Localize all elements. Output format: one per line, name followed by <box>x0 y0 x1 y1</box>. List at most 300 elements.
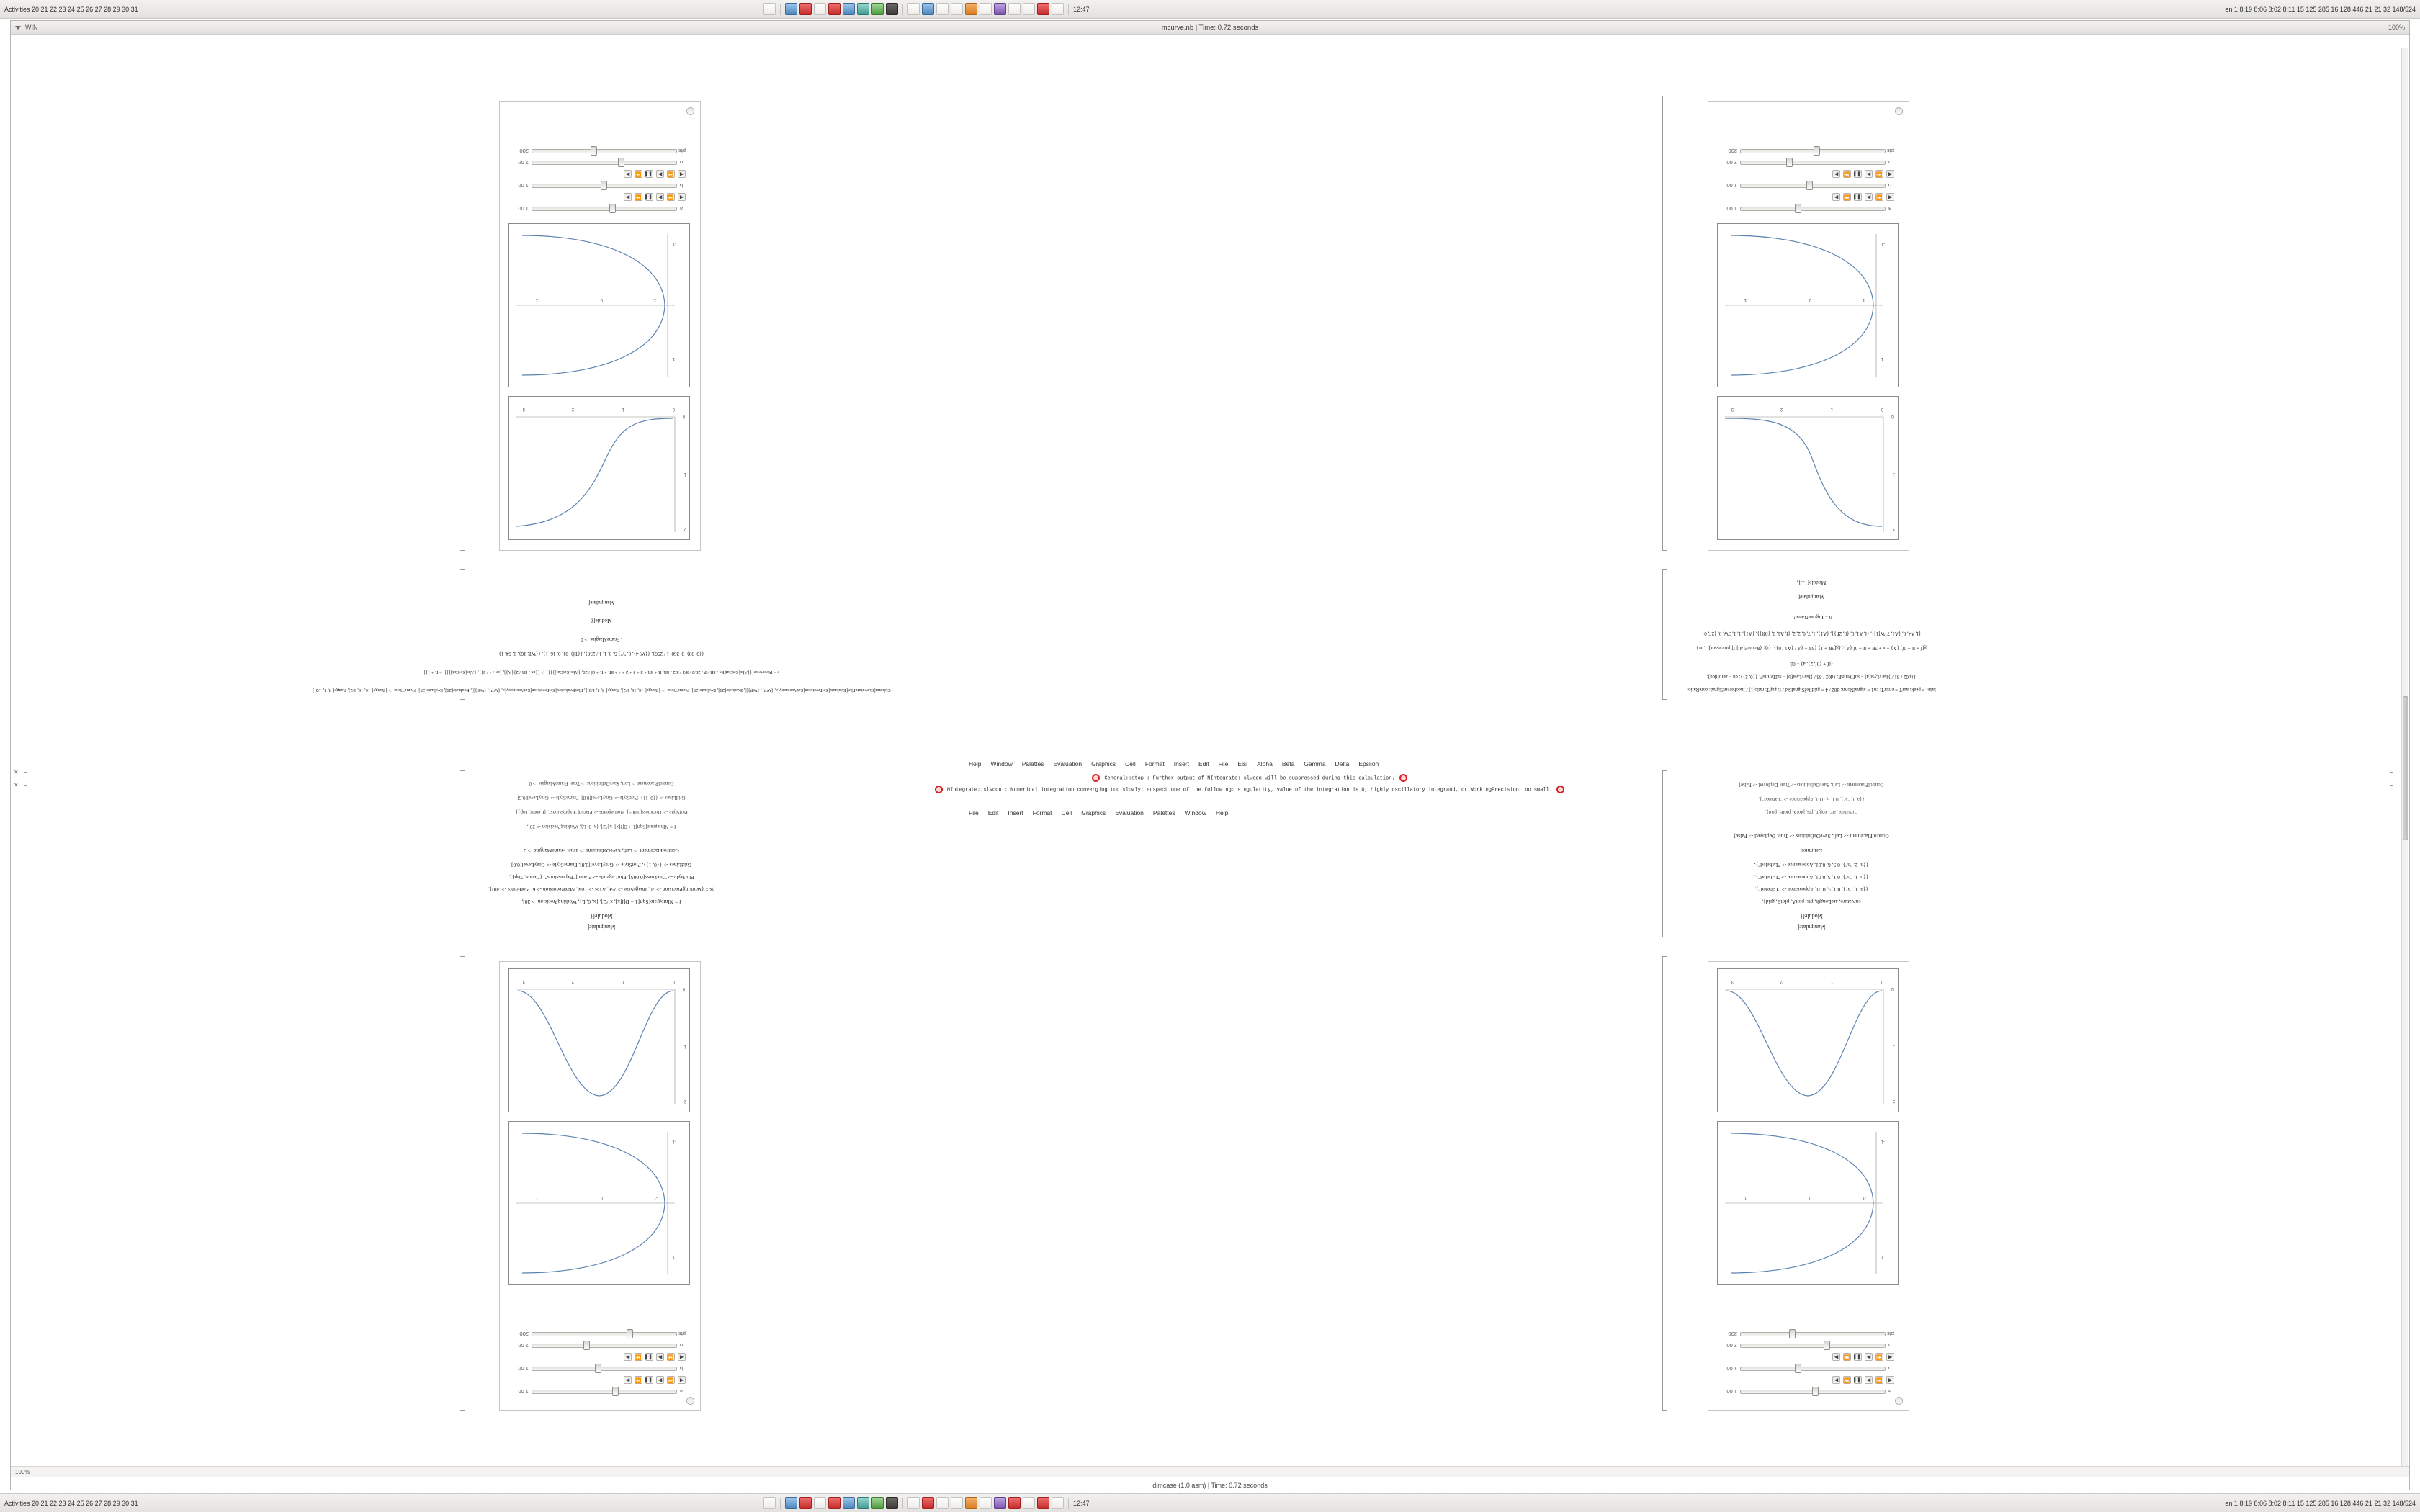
camera-icon[interactable] <box>965 3 977 15</box>
files-icon-b[interactable] <box>763 1497 776 1509</box>
control-row-b3[interactable] <box>508 1363 690 1374</box>
top-panel-right <box>2225 6 2416 13</box>
svg-text:2: 2 <box>1892 526 1895 531</box>
menu-item-window[interactable]: Window <box>1184 809 1206 816</box>
music-icon[interactable] <box>886 3 898 15</box>
svg-text:-1: -1 <box>653 1195 658 1200</box>
forward-icon-a2[interactable]: ⏩ <box>1844 194 1850 200</box>
forward-icon-b[interactable]: ⏩ <box>635 171 642 177</box>
control-row-pts3[interactable] <box>508 1328 690 1340</box>
svg-text:2: 2 <box>1780 979 1783 984</box>
code-line-l7: Delimiter, <box>1800 847 1823 854</box>
control-label-a2: a <box>1888 205 1892 212</box>
menu-item-delta[interactable]: Graphics <box>1091 760 1116 768</box>
camera-icon-b[interactable] <box>965 1497 977 1509</box>
code-icon[interactable] <box>936 3 949 15</box>
svg-text:2: 2 <box>684 526 686 531</box>
step-forward-icon-a4[interactable]: ▶ <box>1832 1377 1840 1385</box>
top-panel-left-text: Activities 20 21 22 23 24 25 26 27 28 29 30 31 <box>4 5 138 13</box>
scrollbar-thumb[interactable] <box>2403 696 2408 840</box>
svg-text:1: 1 <box>672 1254 675 1259</box>
rewind-icon-a2[interactable]: ⏪ <box>1876 194 1883 200</box>
slider-n4[interactable] <box>1740 1344 1886 1348</box>
control-label-b: b <box>680 182 684 189</box>
manipulate-controls-tl[interactable] <box>1717 1292 1899 1398</box>
calc-icon[interactable] <box>871 3 884 15</box>
pause-icon-a3[interactable]: ❚❚ <box>644 1377 653 1383</box>
svg-text:2: 2 <box>1780 407 1783 411</box>
add-control-icon[interactable] <box>686 107 694 115</box>
control-value-b4: 1.00 <box>1726 1365 1737 1372</box>
step-forward-icon-b3[interactable]: ▶ <box>624 1354 632 1362</box>
control-row-n2[interactable] <box>1717 157 1899 168</box>
control-row-b4-buttons[interactable] <box>1717 1351 1899 1363</box>
calc-icon-b[interactable] <box>871 1497 884 1509</box>
archive-icon[interactable] <box>1023 3 1035 15</box>
svg-text:-1: -1 <box>672 241 676 246</box>
control-row-a3-buttons[interactable] <box>508 1374 690 1386</box>
step-back-icon-a3[interactable]: ◀ <box>678 1377 686 1385</box>
slider-thumb-n4[interactable] <box>1824 1341 1830 1350</box>
plot-curve-tr-top <box>509 1122 689 1284</box>
step-forward-icon-b2[interactable]: ▶ <box>1832 171 1840 179</box>
plot-curve-tr-bottom <box>509 969 689 1112</box>
svg-text:0: 0 <box>682 986 685 991</box>
pause-icon-b3[interactable]: ❚❚ <box>644 1354 653 1360</box>
menu-item-elsi[interactable]: Help <box>969 760 982 768</box>
step-forward-icon-a2[interactable]: ▶ <box>1832 194 1840 202</box>
pause-icon-b2[interactable]: ❚❚ <box>1852 171 1861 177</box>
mail-icon[interactable] <box>857 3 869 15</box>
slider-b4[interactable] <box>1740 1367 1886 1371</box>
control-row-n[interactable] <box>508 157 690 168</box>
slider-a4[interactable] <box>1740 1390 1886 1394</box>
pause-icon-a2[interactable]: ❚❚ <box>1852 194 1861 200</box>
tray-divider-b <box>780 1498 781 1509</box>
error-badge-icon-2b[interactable] <box>1556 786 1564 793</box>
menu-item-palettes2[interactable]: Edit <box>1198 760 1209 768</box>
image-icon-b[interactable] <box>843 1497 855 1509</box>
control-row-b2[interactable] <box>1717 180 1899 192</box>
top-panel-right-text: en 1 8:19 8:06 8:02 8:11 15 125 285 16 128 446 21 21 32 148/524 <box>2225 5 2416 13</box>
slider-b2[interactable] <box>1740 184 1886 188</box>
disk-icon-b[interactable] <box>951 1497 963 1509</box>
svg-text:1: 1 <box>1830 407 1833 411</box>
notes-icon-b[interactable] <box>922 1497 934 1509</box>
control-row-n3[interactable] <box>508 1340 690 1351</box>
code-line-r8: f = NIntegrate[Sqrt[1 + D[f[x], x]^2], {x, 0, L}, WorkingPrecision -> 20], <box>526 824 676 829</box>
slider-thumb-a2[interactable] <box>1795 204 1801 213</box>
control-value-pts3: 200 <box>519 1331 529 1338</box>
notebook-menubar-secondary[interactable] <box>969 760 1379 768</box>
code-mid-r3: {{0, 90}, 0, 360, 1 / 256}, {{W, 4}, 0, "/"} 5, 0, 1, 1 / 256}, {{Tf}, 0}, 0, 16, 1}, {{WP, 16}, 0, 64, 1} <box>498 651 704 657</box>
svg-text:3: 3 <box>522 407 525 411</box>
control-row-a4-buttons[interactable] <box>1717 1374 1899 1386</box>
editor-icon[interactable] <box>814 3 826 15</box>
slider-n3[interactable] <box>532 1344 677 1348</box>
forward-icon-b2[interactable]: ⏩ <box>1844 171 1850 177</box>
step-back-icon-a4[interactable]: ◀ <box>1886 1377 1894 1385</box>
code-mid-r1: Column[CurvaturePlot[Evaluate[SetPrecision[SetAccuracy[a, {WP}, {WP}]], Evaluate[20], Evaluate[25], FrameTicks -> {Range[-16, 16, 1/2], Range[-4, 4, 1/2]}, PlotEvaluated[SetPrecision[SetAccuracy[a, {WP}, {WP}]], Evaluate[20], Evaluate[25], FrameTicks -> {Range[-16, 16, 1/2], Range[-4, 4, 1/2]} <box>312 688 891 693</box>
step-back-icon-a2[interactable]: ◀ <box>1886 194 1894 202</box>
cell-bracket-4[interactable] <box>460 569 465 700</box>
menu-item-insert[interactable]: Insert <box>1008 809 1023 816</box>
svg-text:1: 1 <box>1892 472 1895 476</box>
menu-item-format[interactable]: Format <box>1032 809 1052 816</box>
slider-thumb-n3[interactable] <box>583 1341 590 1350</box>
add-control-icon-2[interactable] <box>1895 107 1903 115</box>
slider-thumb-pts[interactable] <box>591 146 597 156</box>
disk-icon[interactable] <box>951 3 963 15</box>
help-icon[interactable] <box>1052 3 1064 15</box>
code-icon-b[interactable] <box>936 1497 949 1509</box>
notebook-menubar[interactable] <box>969 809 1228 816</box>
code-mid-l6: 0 = IngrateName! . <box>1791 614 1832 621</box>
control-row-pts2[interactable] <box>1717 145 1899 157</box>
notebook-window[interactable] <box>10 20 2410 1490</box>
add-control-icon-4[interactable] <box>1895 1397 1903 1405</box>
left-edge-mark-2[interactable]: ✕ <box>14 782 19 788</box>
files-icon[interactable] <box>763 3 776 15</box>
bottom-panel-clock: 12:47 <box>1073 1499 1090 1507</box>
svg-text:-1: -1 <box>1881 241 1885 246</box>
control-row-a-buttons[interactable] <box>508 192 690 203</box>
menu-item-evaluation[interactable]: Evaluation <box>1115 809 1144 816</box>
video-icon[interactable] <box>994 3 1006 15</box>
menu-item-alpha[interactable]: Window <box>990 760 1013 768</box>
forward-icon-b3[interactable]: ⏩ <box>635 1354 642 1360</box>
terminal-icon[interactable] <box>785 3 797 15</box>
help-icon-b[interactable] <box>1052 1497 1064 1509</box>
svg-text:-1: -1 <box>653 297 658 302</box>
settings-icon[interactable] <box>1037 3 1049 15</box>
browser-icon-b[interactable] <box>828 1497 841 1509</box>
chat-icon[interactable] <box>908 3 920 15</box>
paint-icon-b[interactable] <box>980 1497 992 1509</box>
paint-icon[interactable] <box>980 3 992 15</box>
svg-text:0: 0 <box>672 979 675 984</box>
slider-thumb-b3[interactable] <box>595 1364 601 1373</box>
menu-item-cell2[interactable]: Alpha <box>1257 760 1273 768</box>
manipulate-controls-br[interactable] <box>508 109 690 215</box>
bottom-panel-right-text: en 1 8:19 8:06 8:02 8:11 15 125 285 16 128 446 21 21 32 148/524 <box>2225 1499 2416 1507</box>
control-label-pts2: pts <box>1886 148 1894 155</box>
control-row-b[interactable] <box>508 180 690 192</box>
control-row-a4[interactable] <box>1717 1386 1899 1398</box>
plot-frame-br-top <box>508 396 690 540</box>
pause-icon-a4[interactable]: ❚❚ <box>1852 1377 1861 1383</box>
step-forward-icon[interactable]: ▶ <box>624 194 632 202</box>
archive-icon-b[interactable] <box>1023 1497 1035 1509</box>
svg-text:0: 0 <box>1809 297 1811 302</box>
svg-text:1: 1 <box>1892 1044 1895 1048</box>
control-value-n: 2.00 <box>518 159 529 166</box>
step-forward-icon-b[interactable]: ▶ <box>624 171 632 179</box>
play-icon-b[interactable]: ▶ <box>656 171 664 179</box>
cell-bracket-1[interactable] <box>1662 770 1667 937</box>
control-row-pts[interactable] <box>508 145 690 157</box>
cell-bracket-6[interactable] <box>460 956 465 1411</box>
slider-thumb-b2[interactable] <box>1806 181 1813 190</box>
svg-text:1: 1 <box>1881 356 1883 361</box>
rewind-icon-a4[interactable]: ⏪ <box>1876 1377 1883 1383</box>
top-panel-left <box>0 6 138 13</box>
terminal-icon-b[interactable] <box>785 1497 797 1509</box>
control-row-b4[interactable] <box>1717 1363 1899 1374</box>
forward-icon-b4[interactable]: ⏩ <box>1844 1354 1850 1360</box>
right-edge-mark-2[interactable]: ⌐ <box>2390 782 2393 788</box>
play-icon-a3[interactable]: ▶ <box>656 1377 664 1385</box>
control-label-a3: a <box>680 1388 684 1395</box>
browser-icon[interactable] <box>828 3 841 15</box>
window-left-label: WIN <box>25 24 38 31</box>
menu-item-file2[interactable]: Epsilon <box>1358 760 1379 768</box>
code-line-l10: {{a, 1, "a"}, 0.1, 5, 0.01, Appearance -> "Labeled"}, <box>1758 796 1865 802</box>
settings-icon-b[interactable] <box>1037 1497 1049 1509</box>
notebook-statusbar <box>11 1466 2409 1477</box>
control-value-pts2: 200 <box>1728 148 1737 155</box>
control-row-a[interactable] <box>508 203 690 215</box>
svg-text:0: 0 <box>1891 986 1894 991</box>
slider-thumb-n[interactable] <box>618 158 624 167</box>
control-value-pts4: 200 <box>1728 1331 1737 1338</box>
svg-text:1: 1 <box>535 1195 538 1200</box>
recorder-icon[interactable] <box>799 3 812 15</box>
menu-item-palettes[interactable]: Palettes <box>1152 809 1175 816</box>
manipulate-controls-bl[interactable] <box>1717 109 1899 215</box>
slider-thumb-a4[interactable] <box>1812 1387 1819 1396</box>
slider-thumb-b[interactable] <box>601 181 607 190</box>
menu-item-help[interactable]: Help <box>1215 809 1229 816</box>
pause-icon-b4[interactable]: ❚❚ <box>1852 1354 1861 1360</box>
control-row-a2[interactable] <box>1717 203 1899 215</box>
control-value-n2: 2.00 <box>1726 159 1737 166</box>
svg-text:1: 1 <box>672 356 675 361</box>
rewind-icon[interactable]: ⏪ <box>668 194 674 200</box>
menu-item-gamma[interactable]: Evaluation <box>1053 760 1083 768</box>
tray-divider <box>780 4 781 15</box>
menu-item-evaluation2[interactable]: File <box>1218 760 1229 768</box>
slider-thumb-n2[interactable] <box>1786 158 1793 167</box>
video-icon-b[interactable] <box>994 1497 1006 1509</box>
play-icon-a4[interactable]: ▶ <box>1865 1377 1873 1385</box>
menu-item-graphics[interactable]: Graphics <box>1081 809 1106 816</box>
left-edge-mark-3[interactable]: ⌐ <box>24 769 27 775</box>
slider-thumb-pts2[interactable] <box>1814 146 1820 156</box>
rewind-icon-a3[interactable]: ⏪ <box>668 1377 674 1383</box>
slider-thumb-a3[interactable] <box>612 1387 619 1396</box>
vertical-scrollbar[interactable] <box>2401 48 2408 1477</box>
pause-icon[interactable]: ❚❚ <box>644 194 653 200</box>
code-line-r4: ps = {WorkingPrecision -> 20, ImageSize -> 256, Axes -> True, MaxRecursion -> 6, PlotPoints -> 200}, <box>488 886 715 893</box>
control-label-b3: b <box>680 1365 684 1372</box>
plot-frame-tr-bottom <box>508 968 690 1112</box>
notebook-titlebar[interactable] <box>11 21 2409 35</box>
recorder-icon-b[interactable] <box>799 1497 812 1509</box>
plot-frame-tl-bottom <box>1717 968 1899 1112</box>
svg-text:1: 1 <box>535 297 538 302</box>
bottom-panel-tray[interactable] <box>763 1497 1090 1509</box>
plot-frame-bl-bottom <box>1717 223 1899 387</box>
titlebar-right <box>2388 24 2405 31</box>
menu-item-edit[interactable]: Edit <box>987 809 999 816</box>
bottom-desktop-panel <box>0 1493 2420 1512</box>
svg-text:-1: -1 <box>672 1139 676 1143</box>
menu-item-insert2[interactable]: Gamma <box>1304 760 1326 768</box>
rewind-icon-b[interactable]: ⏪ <box>668 171 674 177</box>
pdf-icon-b[interactable] <box>1008 1497 1021 1509</box>
menu-item-epsilon[interactable]: Cell <box>1125 760 1136 768</box>
slider-b[interactable] <box>532 184 677 188</box>
play-icon[interactable]: ▶ <box>656 194 664 202</box>
control-row-n4[interactable] <box>1717 1340 1899 1351</box>
slider-pts2[interactable] <box>1740 149 1886 153</box>
cell-bracket-3[interactable] <box>1662 569 1667 700</box>
code-line-r2: Module[{ <box>590 913 613 919</box>
right-edge-mark-1[interactable]: ⌐ <box>2390 769 2393 775</box>
slider-thumb-pts3[interactable] <box>627 1329 633 1338</box>
notes-icon[interactable] <box>922 3 934 15</box>
chevron-down-icon[interactable] <box>15 26 21 30</box>
slider-thumb-b4[interactable] <box>1795 1364 1801 1373</box>
code-line-r9: PlotStyle -> Thickness[0.005], PlotLegends -> Placed["Expressions", {Center, Top}], <box>515 809 688 815</box>
step-back-icon-b4[interactable]: ◀ <box>1886 1354 1894 1362</box>
message-text-2: NIntegrate::slwcon : Numerical integration converging too slowly; suspect one of the following: singularity, value of the integration is 0, highly oscillatory integrand, or WorkingPrecision too small. <box>946 787 1553 793</box>
cell-bracket-8[interactable] <box>460 96 465 551</box>
error-badge-icon-1b[interactable] <box>1399 774 1407 782</box>
plot-curve-tl-bottom <box>1718 969 1898 1112</box>
rewind-icon-b2[interactable]: ⏪ <box>1876 171 1883 177</box>
pause-icon-b[interactable]: ❚❚ <box>644 171 653 177</box>
menu-item-graphics2[interactable]: Elsi <box>1237 760 1248 768</box>
control-row-a2-buttons[interactable] <box>1717 192 1899 203</box>
slider-pts4[interactable] <box>1740 1332 1886 1336</box>
svg-text:0: 0 <box>672 407 675 411</box>
editor-icon-b[interactable] <box>814 1497 826 1509</box>
svg-text:0: 0 <box>1881 407 1883 411</box>
cell-bracket-2[interactable] <box>460 770 465 937</box>
code-line-r5: PlotStyle -> Thickness[0.005], PlotLegends -> Placed["Expressions", {Center, Top}], <box>508 874 694 881</box>
step-back-icon[interactable]: ◀ <box>678 194 686 202</box>
tray-divider-b3 <box>1068 1498 1069 1509</box>
play-icon-b3[interactable]: ▶ <box>656 1354 664 1362</box>
control-row-b3-buttons[interactable] <box>508 1351 690 1363</box>
slider-thumb-pts4[interactable] <box>1789 1329 1796 1338</box>
rewind-icon-b3[interactable]: ⏪ <box>668 1354 674 1360</box>
step-back-icon-b3[interactable]: ◀ <box>678 1354 686 1362</box>
manipulate-controls-tr[interactable] <box>508 1292 690 1398</box>
play-icon-b4[interactable]: ▶ <box>1865 1354 1873 1362</box>
code-mid-r5: Module[{ <box>591 618 612 624</box>
slider-a[interactable] <box>532 207 677 211</box>
code-line-r6: GridLines -> {{0, 1}}, PlotStyle -> GrayLevel[0.8], FrameStyle -> GrayLevel[0.6] <box>511 862 691 868</box>
slider-a3[interactable] <box>532 1390 677 1394</box>
step-back-icon-b[interactable]: ◀ <box>678 171 686 179</box>
slider-b3[interactable] <box>532 1367 677 1371</box>
control-value-a2: 1.00 <box>1726 205 1737 212</box>
svg-text:3: 3 <box>1731 979 1734 984</box>
menu-item-edit2[interactable]: Delta <box>1335 760 1350 768</box>
menu-item-window2[interactable]: Insert <box>1173 760 1189 768</box>
menu-item-file[interactable]: File <box>969 809 979 816</box>
slider-pts[interactable] <box>532 149 677 153</box>
cell-bracket-7[interactable] <box>1662 96 1667 551</box>
plot-frame-br-bottom <box>508 223 690 387</box>
pdf-icon[interactable] <box>1008 3 1021 15</box>
chat-icon-b[interactable] <box>908 1497 920 1509</box>
step-back-icon-b2[interactable]: ◀ <box>1886 171 1894 179</box>
plot-curve-bl-top <box>1718 397 1898 539</box>
error-badge-icon-1[interactable] <box>1092 774 1100 782</box>
top-panel-tray[interactable] <box>763 3 1090 15</box>
forward-icon-a4[interactable]: ⏩ <box>1844 1377 1850 1383</box>
control-label-a4: a <box>1888 1388 1892 1395</box>
control-row-pts4[interactable] <box>1717 1328 1899 1340</box>
plot-frame-tl-top <box>1717 1121 1899 1285</box>
code-line-r7: ControlPlacement -> Left, SaveDefinitions -> True, FrameMargins -> 0 <box>524 847 679 854</box>
step-forward-icon-b4[interactable]: ▶ <box>1832 1354 1840 1362</box>
notebook-rotated-content[interactable] <box>11 35 2409 1477</box>
tray-divider-3 <box>1068 4 1069 15</box>
slider-n2[interactable] <box>1740 161 1886 165</box>
code-line-l11: ControlPlacement -> Left, SaveDefinitions -> True, Deployed -> False] <box>1739 782 1884 788</box>
menu-item-beta[interactable]: Palettes <box>1021 760 1044 768</box>
menu-item-cell[interactable]: Cell <box>1061 809 1072 816</box>
svg-text:1: 1 <box>622 407 624 411</box>
control-label-b4: b <box>1888 1365 1892 1372</box>
music-icon-b[interactable] <box>886 1497 898 1509</box>
left-edge-mark-4[interactable]: ⌐ <box>24 782 27 788</box>
add-control-icon-3[interactable] <box>686 1397 694 1405</box>
control-row-b-buttons[interactable] <box>508 168 690 180</box>
tray-divider-2 <box>902 4 903 15</box>
left-edge-mark-1[interactable]: ✕ <box>14 769 19 775</box>
slider-pts3[interactable] <box>532 1332 677 1336</box>
rewind-icon-b4[interactable]: ⏪ <box>1876 1354 1883 1360</box>
control-row-a3[interactable] <box>508 1386 690 1398</box>
top-panel-clock: 12:47 <box>1073 5 1090 13</box>
control-row-b2-buttons[interactable] <box>1717 168 1899 180</box>
step-forward-icon-a3[interactable]: ▶ <box>624 1377 632 1385</box>
slider-a2[interactable] <box>1740 207 1886 211</box>
slider-thumb-a[interactable] <box>609 204 616 213</box>
forward-icon[interactable]: ⏩ <box>635 194 642 200</box>
slider-n[interactable] <box>532 161 677 165</box>
svg-text:1: 1 <box>1881 1254 1883 1259</box>
code-mid-r2: e = Piecewise[{{Abs[SetCut[Fx / 8R / P / 20/2 / 8/2 / 8/2 / 8R, R + 8R + 2 + 4 + 2 + 4 + 8R + R + 0f / 20, {Abs[SetCut]}}}] -> {{cx / 8R / 2}{A}], {cx / 4 / 2}}, {Abs[SetCut]}}] -> R + 1}} <box>423 670 780 675</box>
menu-item-format2[interactable]: Beta <box>1281 760 1295 768</box>
control-label-a: a <box>680 205 684 212</box>
play-icon-a2[interactable]: ▶ <box>1865 194 1873 202</box>
mail-icon-b[interactable] <box>857 1497 869 1509</box>
svg-text:3: 3 <box>1731 407 1734 411</box>
forward-icon-a3[interactable]: ⏩ <box>635 1377 642 1383</box>
image-icon[interactable] <box>843 3 855 15</box>
cell-bracket-5[interactable] <box>1662 956 1667 1411</box>
play-icon-b2[interactable]: ▶ <box>1865 171 1873 179</box>
notebook-title: mcurve.nb | Time: 0.72 seconds <box>1161 23 1259 32</box>
notebook-body[interactable] <box>11 35 2409 1477</box>
svg-text:1: 1 <box>1744 297 1747 302</box>
svg-text:0: 0 <box>600 297 603 302</box>
code-line-l8: ControlPlacement -> Left, SaveDefinitions -> True, Deployed -> False] <box>1734 833 1889 840</box>
control-value-n4: 2.00 <box>1726 1342 1737 1349</box>
svg-text:-1: -1 <box>1862 1195 1866 1200</box>
menu-item-help2[interactable]: Format <box>1144 760 1165 768</box>
error-badge-icon-2[interactable] <box>935 786 943 793</box>
code-mid-l2: {{d02 / 81 / }harvLyst[a] = stdTermsF; {d02 / 83 / }harvLyst[b] = stdTermsF; {{0, 2}}; cu = zero[dcu]; <box>1706 674 1917 680</box>
svg-text:1: 1 <box>684 472 686 476</box>
